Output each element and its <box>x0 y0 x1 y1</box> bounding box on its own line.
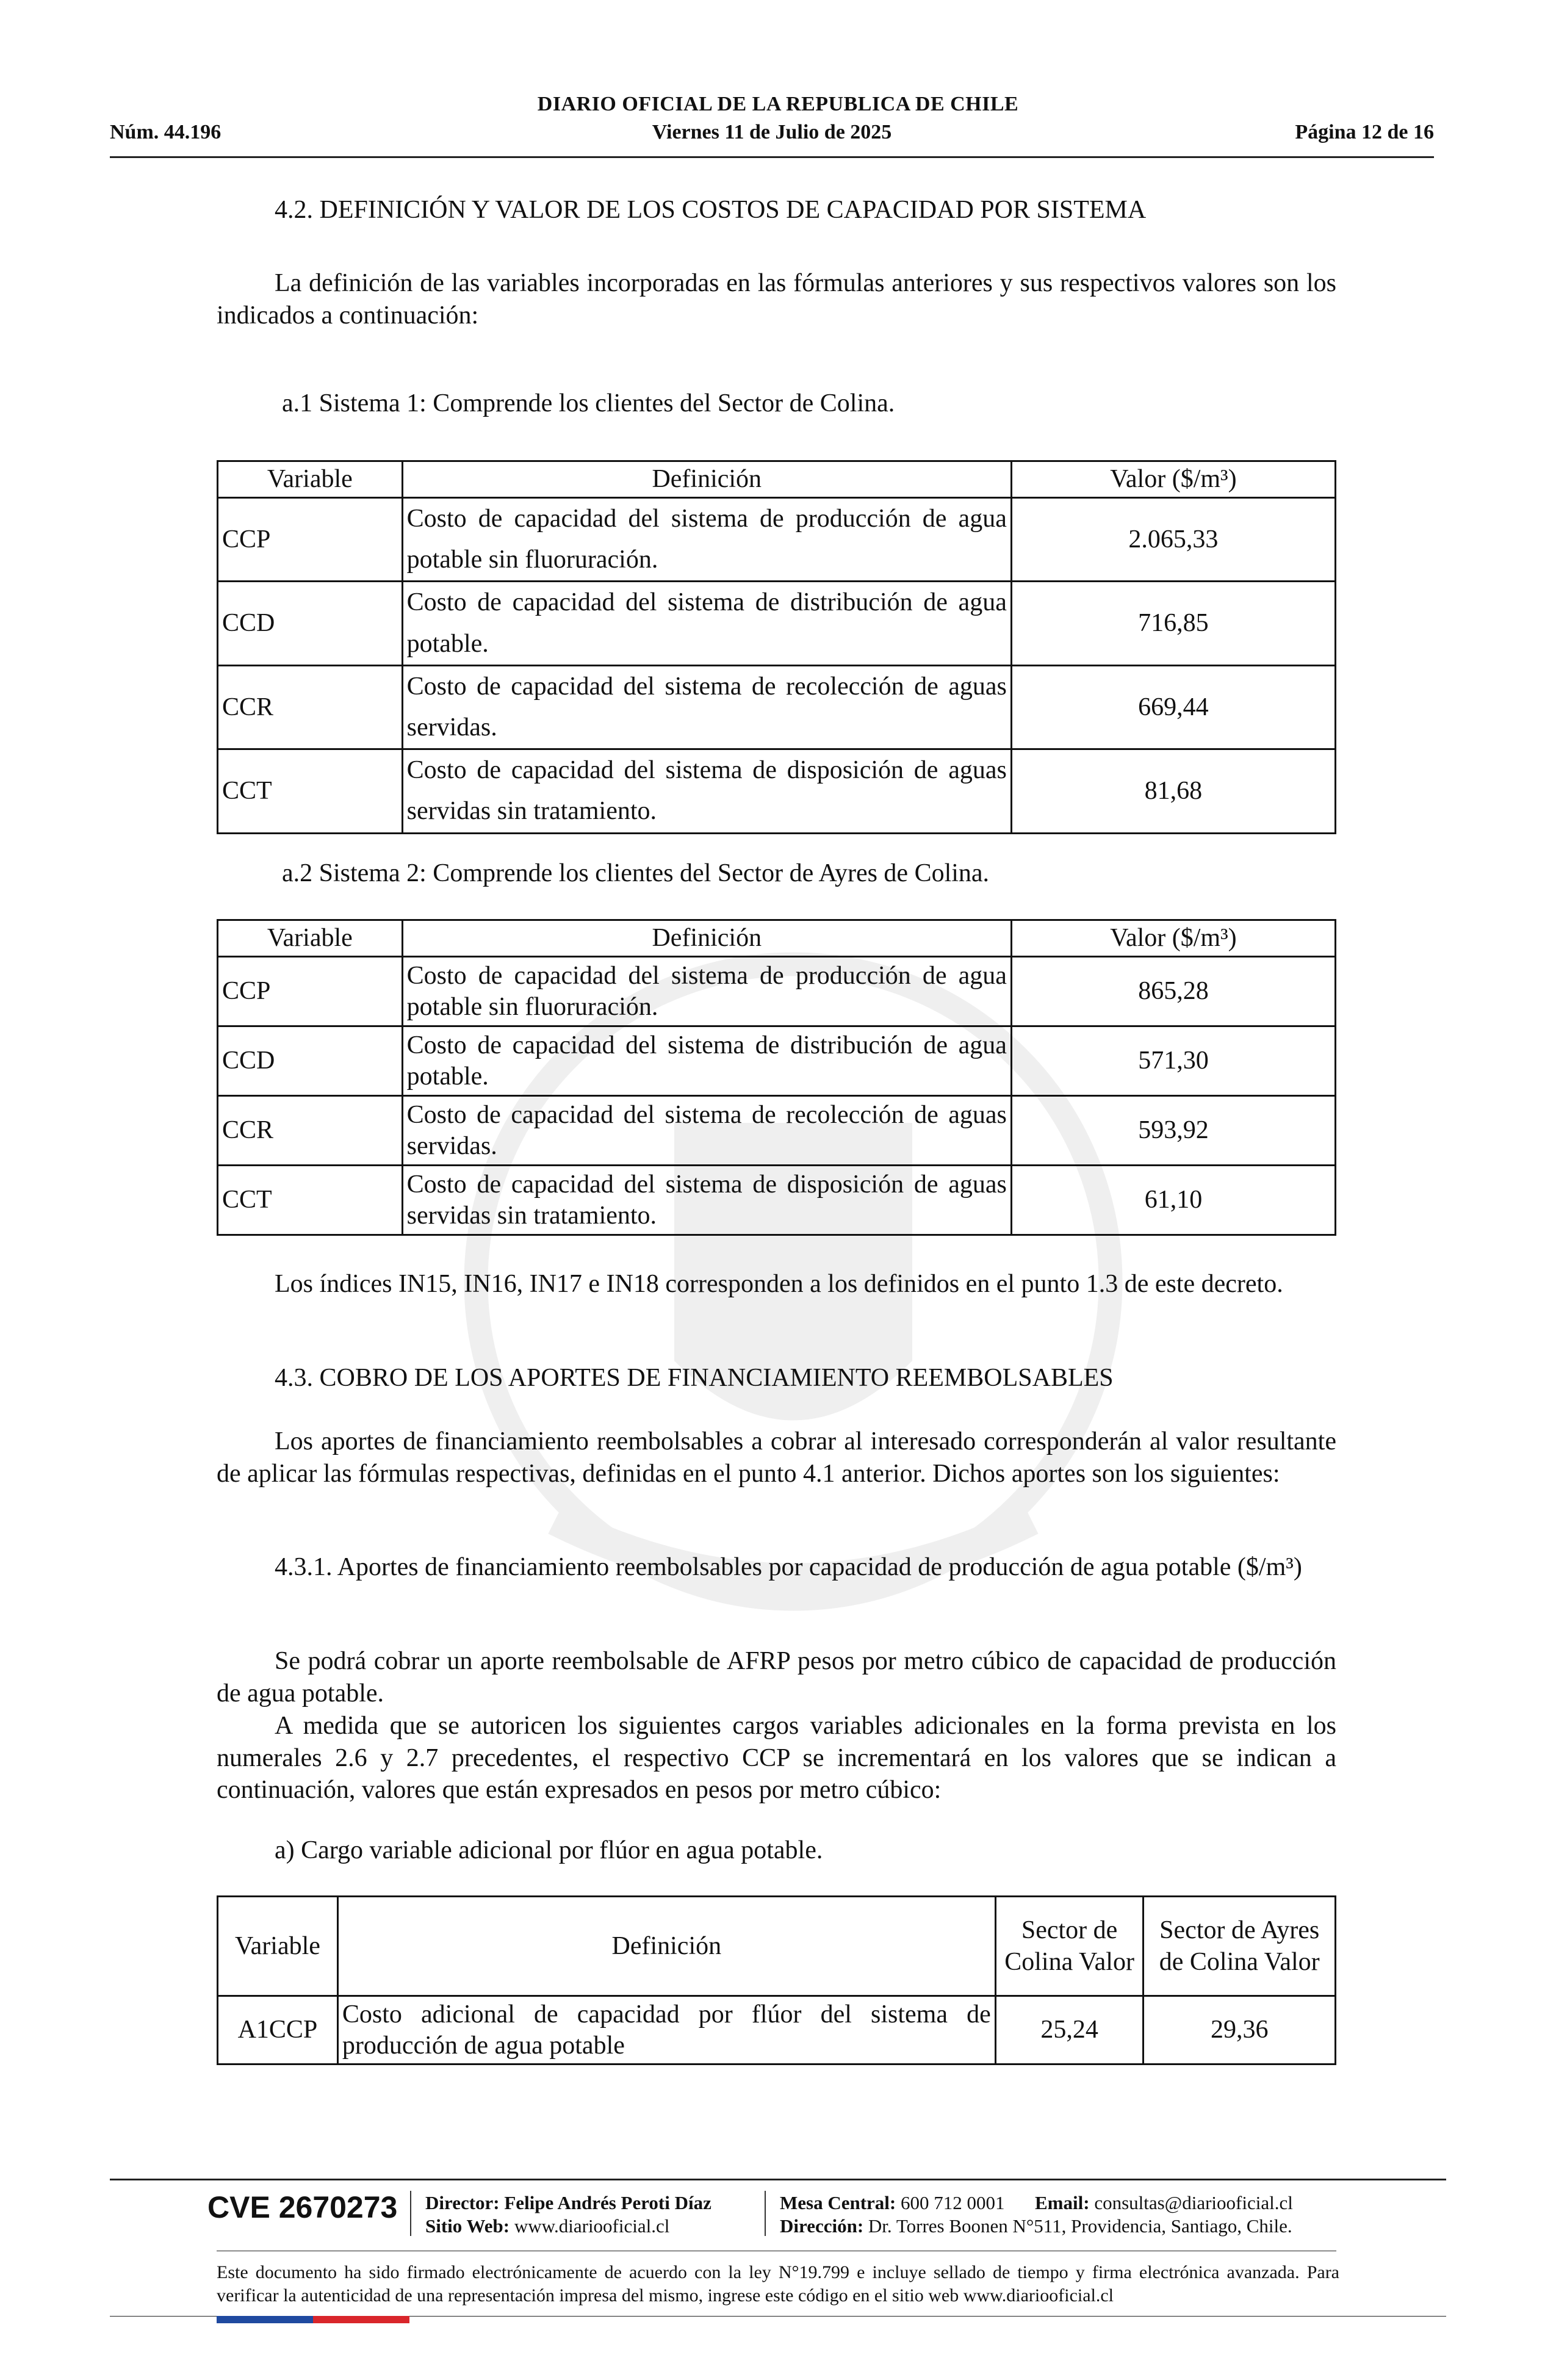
footer-top-rule <box>110 2179 1446 2180</box>
address-label: Dirección: <box>780 2215 864 2237</box>
system-2-caption: a.2 Sistema 2: Comprende los clientes del Sector de Ayres de Colina. <box>282 859 990 887</box>
table-row <box>218 749 1336 833</box>
table-row <box>218 957 1336 1026</box>
section-4-3-paragraph: Los aportes de financiamiento reembolsables a cobrar al interesado corresponderán al valor resultante de aplicar las fórmulas respectivas, definidas en el punto 4.1 anterior. Dichos aportes son los siguientes: <box>217 1427 1336 1488</box>
cell-definition: Costo de capacidad del sistema de producción de agua potable sin fluoruración. <box>402 957 1011 1026</box>
cell-value: 81,68 <box>1011 749 1335 833</box>
director-label: Director: <box>425 2192 500 2213</box>
section-4-2-intro: La definición de las variables incorporadas en las fórmulas anteriores y sus respectivos valores son los indicados a continuación: <box>217 269 1336 330</box>
col-header-definicion: Definición <box>402 920 1011 957</box>
cell-definition: Costo de capacidad del sistema de disposición de aguas servidas sin tratamiento. <box>402 749 1011 833</box>
cell-value: 865,28 <box>1011 957 1335 1026</box>
indices-note: Los índices IN15, IN16, IN17 e IN18 corresponden a los definidos en el punto 1.3 de este decreto. <box>275 1270 1283 1298</box>
issue-number: Núm. 44.196 <box>110 121 222 143</box>
col-header-variable: Variable <box>218 920 403 957</box>
table-row <box>218 582 1336 665</box>
table-header-row <box>218 920 1336 957</box>
director-name: Felipe Andrés Peroti Díaz <box>504 2192 711 2213</box>
website-line <box>425 2215 669 2237</box>
cell-value: 571,30 <box>1011 1026 1335 1096</box>
table-system-2 <box>217 919 1336 1236</box>
cell-definition: Costo adicional de capacidad por flúor del sistema de producción de agua potable <box>337 1996 995 2064</box>
cell-definition: Costo de capacidad del sistema de distribución de agua potable. <box>402 582 1011 665</box>
footer-divider <box>765 2191 766 2236</box>
cell-variable: CCP <box>218 957 403 1026</box>
cell-definition: Costo de capacidad del sistema de recolección de aguas servidas. <box>402 1096 1011 1166</box>
subsection-heading-4-3-1: 4.3.1. Aportes de financiamiento reembolsables por capacidad de producción de agua potable ($/m³) <box>275 1553 1302 1581</box>
table-row <box>218 1996 1336 2064</box>
flag-stripe-blue <box>217 2316 313 2323</box>
cell-variable: CCR <box>218 1096 403 1166</box>
cell-variable: CCD <box>218 1026 403 1096</box>
mesa-phone: 600 712 0001 <box>901 2192 1005 2213</box>
col-header-variable: Variable <box>218 1897 338 1996</box>
cell-value: 669,44 <box>1011 665 1335 749</box>
cell-variable: CCR <box>218 665 403 749</box>
website-link[interactable]: www.diariooficial.cl <box>514 2215 670 2237</box>
cve-code: CVE 2670273 <box>207 2190 398 2224</box>
cell-variable: CCT <box>218 1166 403 1235</box>
col-header-colina-valor: Sector de Colina Valor <box>995 1897 1144 1996</box>
email-label: Email: <box>1035 2192 1090 2213</box>
table-header-row <box>218 1897 1336 1996</box>
address-text: Dr. Torres Boonen N°511, Providencia, Santiago, Chile. <box>868 2215 1292 2237</box>
afrp-paragraph: Se podrá cobrar un aporte reembolsable de AFRP pesos por metro cúbico de capacidad de producción de agua potable. <box>217 1647 1336 1707</box>
cell-definition: Costo de capacidad del sistema de distribución de agua potable. <box>402 1026 1011 1096</box>
cell-variable: CCD <box>218 582 403 665</box>
table-row <box>218 498 1336 582</box>
section-heading-4-3: 4.3. COBRO DE LOS APORTES DE FINANCIAMIENTO REEMBOLSABLES <box>275 1364 1114 1392</box>
newspaper-title: DIARIO OFICIAL DE LA REPUBLICA DE CHILE <box>537 93 1019 115</box>
flag-stripe-red <box>313 2316 409 2323</box>
cell-value: 593,92 <box>1011 1096 1335 1166</box>
cell-definition: Costo de capacidad del sistema de recolección de aguas servidas. <box>402 665 1011 749</box>
table-system-1 <box>217 460 1336 834</box>
cell-value-ayres-colina: 29,36 <box>1144 1996 1336 2064</box>
website-label: Sitio Web: <box>425 2215 510 2237</box>
contact-line <box>780 2192 1293 2214</box>
table-row <box>218 1166 1336 1235</box>
cell-value: 2.065,33 <box>1011 498 1335 582</box>
cell-definition: Costo de capacidad del sistema de disposición de aguas servidas sin tratamiento. <box>402 1166 1011 1235</box>
system-1-caption: a.1 Sistema 1: Comprende los clientes del Sector de Colina. <box>282 389 895 417</box>
table-row <box>218 1096 1336 1166</box>
cell-variable: CCT <box>218 749 403 833</box>
table-header-row <box>218 461 1336 498</box>
section-heading-4-2: 4.2. DEFINICIÓN Y VALOR DE LOS COSTOS DE CAPACIDAD POR SISTEMA <box>275 196 1147 224</box>
legal-notice: Este documento ha sido firmado electrónicamente de acuerdo con la ley N°19.799 e incluye sellado de tiempo y firma electrónica avanzada. Para verificar la autenticidad de una representación impresa del mismo, ingrese este código en el sitio web www.diariooficial.cl <box>217 2262 1339 2306</box>
director-line <box>425 2192 711 2214</box>
col-header-definicion: Definición <box>402 461 1011 498</box>
cell-variable: A1CCP <box>218 1996 338 2064</box>
address-line <box>780 2215 1292 2237</box>
footer-divider <box>410 2191 411 2236</box>
col-header-valor: Valor ($/m³) <box>1011 920 1335 957</box>
col-header-definicion: Definición <box>337 1897 995 1996</box>
cell-definition: Costo de capacidad del sistema de producción de agua potable sin fluoruración. <box>402 498 1011 582</box>
cell-value: 61,10 <box>1011 1166 1335 1235</box>
col-header-ayres-colina-valor: Sector de Ayres de Colina Valor <box>1144 1897 1336 1996</box>
issue-date: Viernes 11 de Julio de 2025 <box>652 121 892 143</box>
col-header-valor: Valor ($/m³) <box>1011 461 1335 498</box>
mesa-label: Mesa Central: <box>780 2192 896 2213</box>
table-row <box>218 665 1336 749</box>
col-header-variable: Variable <box>218 461 403 498</box>
email-link[interactable]: consultas@diariooficial.cl <box>1094 2192 1293 2213</box>
page-number: Página 12 de 16 <box>1295 121 1434 143</box>
header-rule <box>110 156 1434 158</box>
cell-value-colina: 25,24 <box>995 1996 1144 2064</box>
table-fluor-charge <box>217 1895 1336 2065</box>
table-row <box>218 1026 1336 1096</box>
ccp-increment-paragraph: A medida que se autoricen los siguientes cargos variables adicionales en la forma prevista en los numerales 2.6 y 2.7 precedentes, el respectivo CCP se incrementará en los valores que se indican a continuación, valores que están expresados en pesos por metro cúbico: <box>217 1712 1336 1804</box>
cell-variable: CCP <box>218 498 403 582</box>
fluor-caption: a) Cargo variable adicional por flúor en agua potable. <box>275 1836 823 1864</box>
cell-value: 716,85 <box>1011 582 1335 665</box>
